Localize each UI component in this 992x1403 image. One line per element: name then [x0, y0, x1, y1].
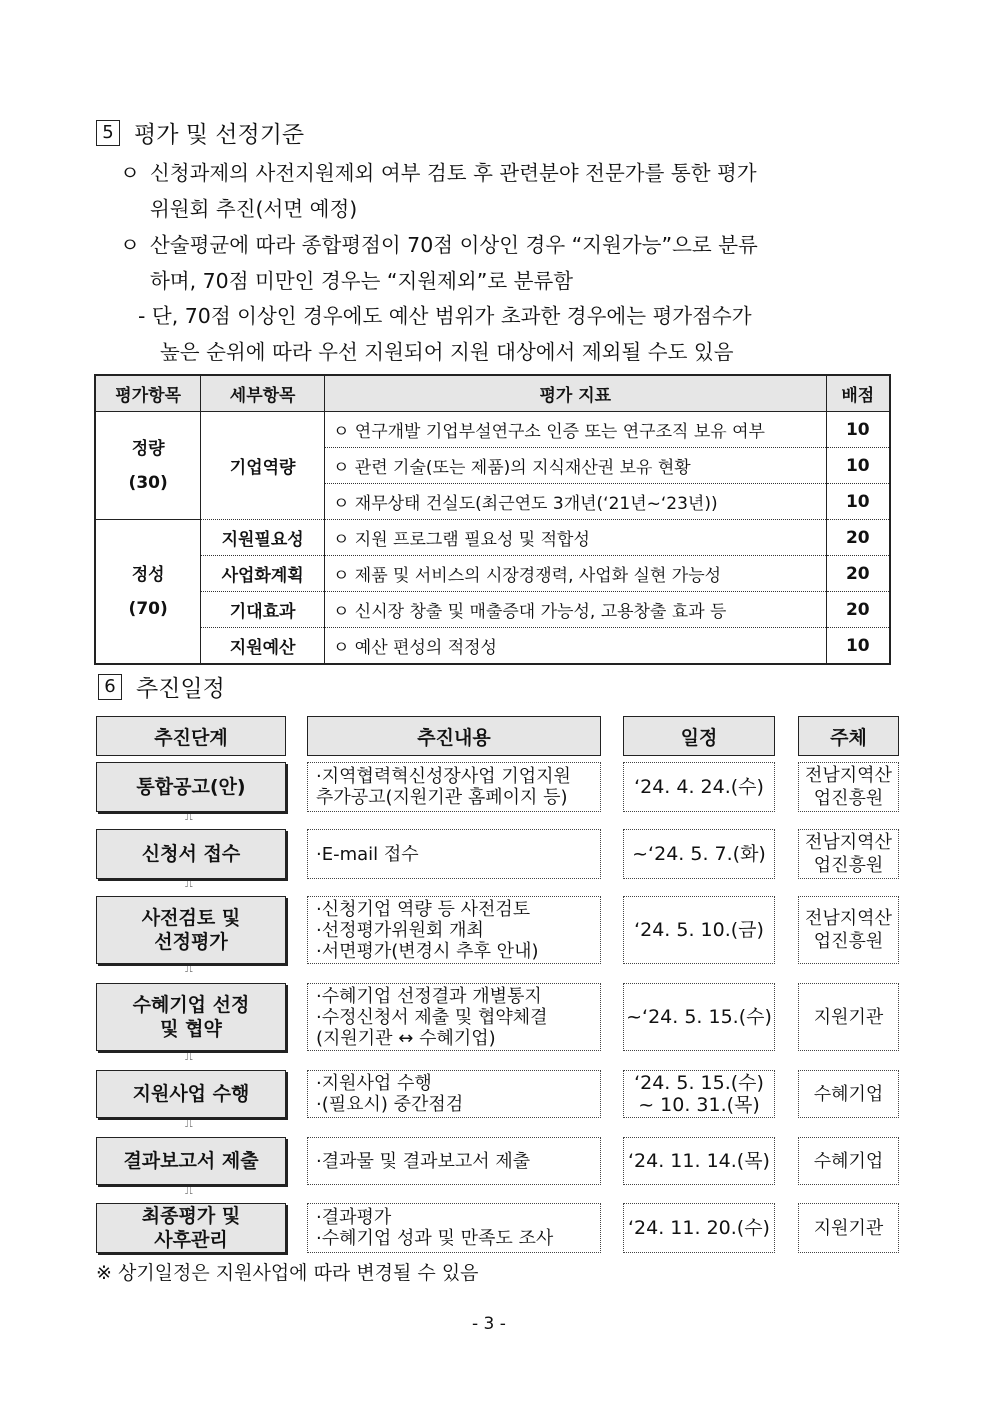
paragraph-line: 위원회 추진(서면 예정)	[150, 197, 358, 221]
owner-line: 전남지역산	[805, 832, 892, 853]
schedule-content	[307, 1137, 601, 1185]
schedule-date	[623, 1203, 775, 1253]
down-arrow-icon: ⎍	[185, 877, 193, 890]
paragraph-line: 산술평균에 따라 종합평점이 70점 이상인 경우 “지원가능”으로 분류	[150, 233, 758, 257]
content-line: ·수정신청서 제출 및 협약체결	[316, 1006, 548, 1028]
table-header-row	[95, 375, 890, 412]
content-line: 추가공고(지원기관 홈페이지 등)	[316, 787, 568, 808]
score-cell: 10	[826, 448, 890, 484]
schedule-content	[307, 762, 601, 812]
schedule-content	[307, 1070, 601, 1118]
schedule-owner	[798, 1203, 899, 1253]
criteria-paragraph-1	[120, 155, 900, 227]
schedule-date	[623, 762, 775, 812]
score-cell: 10	[826, 484, 890, 520]
score-cell: 20	[826, 520, 890, 556]
header-cell: 평가항목	[95, 375, 201, 412]
stage-line: 신청서 접수	[141, 843, 241, 865]
criteria-paragraph-3	[138, 298, 908, 370]
schedule-owner	[798, 983, 899, 1051]
schedule-header-content: 추진내용	[307, 716, 601, 756]
section-6-heading	[98, 670, 225, 703]
indicator-cell: ㅇ 연구개발 기업부설연구소 인증 또는 연구조직 보유 여부	[324, 412, 826, 448]
indicator-cell: ㅇ 예산 편성의 적정성	[324, 628, 826, 665]
down-arrow-icon: ⎍	[185, 962, 193, 975]
date-line: ‘24. 4. 24.(수)	[634, 776, 764, 798]
owner-line: 수혜기업	[813, 1083, 884, 1105]
down-arrow-icon: ⎍	[185, 1184, 193, 1197]
schedule-date	[623, 1070, 775, 1118]
content-line: ·수혜기업 선정결과 개별통지	[316, 985, 542, 1007]
schedule-owner	[798, 762, 899, 812]
schedule-stage	[96, 762, 286, 812]
date-line: ~ 10. 31.(목)	[638, 1094, 760, 1116]
content-line: ·(필요시) 중간점검	[316, 1094, 464, 1115]
category-name: 정량	[131, 438, 165, 459]
schedule-date	[623, 1137, 775, 1185]
content-line: ·서면평가(변경시 추후 안내)	[316, 940, 539, 962]
stage-line: 결과보고서 제출	[123, 1150, 259, 1172]
schedule-content	[307, 896, 601, 964]
schedule-stage	[96, 983, 286, 1051]
stage-line: 최종평가 및	[141, 1205, 241, 1227]
stage-line: 통합공고(안)	[136, 776, 246, 798]
content-line: ·선정평가위원회 개최	[316, 919, 484, 941]
content-line: ·E-mail 접수	[316, 843, 419, 865]
score-cell: 10	[826, 412, 890, 448]
content-line: ·수혜기업 성과 및 만족도 조사	[316, 1228, 554, 1249]
sub-item: 사업화계획	[201, 556, 325, 592]
indicator-cell: ㅇ 지원 프로그램 필요성 및 적합성	[324, 520, 826, 556]
owner-line: 업진흥원	[813, 931, 884, 952]
paragraph-line: 하며, 70점 미만인 경우는 “지원제외”로 분류함	[150, 269, 574, 293]
content-line: (지원기관 ↔ 수혜기업)	[316, 1027, 496, 1049]
down-arrow-icon: ⎍	[185, 810, 193, 823]
sub-item: 지원예산	[201, 628, 325, 665]
schedule-date	[623, 829, 775, 879]
owner-line: 전남지역산	[805, 765, 892, 786]
owner-line: 업진흥원	[813, 788, 884, 809]
table-row	[95, 520, 890, 556]
header-cell: 평가 지표	[324, 375, 826, 412]
score-cell: 10	[826, 628, 890, 665]
schedule-owner	[798, 896, 899, 964]
date-line: ‘24. 11. 20.(수)	[628, 1217, 770, 1239]
schedule-stage	[96, 1203, 286, 1253]
indicator-cell: ㅇ 신시장 창출 및 매출증대 가능성, 고용창출 효과 등	[324, 592, 826, 628]
stage-line: 선정평가	[154, 931, 228, 953]
owner-line: 지원기관	[813, 1217, 884, 1239]
date-line: ~‘24. 5. 7.(화)	[632, 843, 766, 865]
section-title: 추진일정	[136, 676, 225, 702]
stage-line: 수혜기업 선정	[132, 994, 250, 1016]
sub-item: 지원필요성	[201, 520, 325, 556]
schedule-content	[307, 983, 601, 1051]
down-arrow-icon: ⎍	[185, 1050, 193, 1063]
paragraph-line: 높은 순위에 따라 우선 지원되어 지원 대상에서 제외될 수도 있음	[160, 340, 734, 364]
section-title: 평가 및 선정기준	[134, 122, 305, 148]
schedule-owner	[798, 829, 899, 879]
bullet-mark: ㅇ	[120, 161, 140, 185]
date-line: ‘24. 5. 15.(수)	[634, 1072, 764, 1094]
category-name: 정성	[131, 564, 165, 585]
page-number: - 3 -	[472, 1314, 506, 1334]
date-line: ‘24. 11. 14.(목)	[628, 1150, 770, 1172]
table-row	[95, 556, 890, 592]
schedule-stage	[96, 896, 286, 964]
schedule-date	[623, 896, 775, 964]
content-line: ·지원사업 수행	[316, 1073, 432, 1094]
stage-line: 및 협약	[160, 1018, 222, 1040]
paragraph-line: 신청과제의 사전지원제외 여부 검토 후 관련분야 전문가를 통한 평가	[150, 161, 757, 185]
content-line: ·신청기업 역량 등 사전검토	[316, 898, 531, 920]
indicator-cell: ㅇ 관련 기술(또는 제품)의 지식재산권 보유 현황	[324, 448, 826, 484]
schedule-owner	[798, 1137, 899, 1185]
stage-line: 지원사업 수행	[132, 1083, 250, 1105]
category-qualitative	[95, 520, 201, 665]
indicator-cell: ㅇ 제품 및 서비스의 시장경쟁력, 사업화 실현 가능성	[324, 556, 826, 592]
schedule-header-date: 일정	[623, 716, 775, 756]
down-arrow-icon: ⎍	[185, 1117, 193, 1130]
schedule-note: ※ 상기일정은 지원사업에 따라 변경될 수 있음	[96, 1262, 479, 1284]
evaluation-table	[94, 374, 891, 665]
date-line: ‘24. 5. 10.(금)	[634, 919, 764, 941]
sub-item: 기업역량	[201, 412, 325, 520]
schedule-stage	[96, 1137, 286, 1185]
bullet-mark: ㅇ	[120, 233, 140, 257]
schedule-header-owner: 주체	[798, 716, 899, 756]
content-line: ·지역협력혁신성장사업 기업지원	[316, 766, 571, 787]
schedule-stage	[96, 1070, 286, 1118]
table-row	[95, 592, 890, 628]
stage-line: 사후관리	[154, 1229, 228, 1251]
header-cell: 배점	[826, 375, 890, 412]
category-quantitative	[95, 412, 201, 520]
schedule-content	[307, 1203, 601, 1253]
indicator-cell: ㅇ 재무상태 건실도(최근연도 3개년(‘21년~‘23년))	[324, 484, 826, 520]
owner-line: 업진흥원	[813, 855, 884, 876]
sub-item: 기대효과	[201, 592, 325, 628]
schedule-date	[623, 983, 775, 1051]
section-number: 5	[96, 120, 120, 146]
schedule-header-stage: 추진단계	[96, 716, 286, 756]
schedule-owner	[798, 1070, 899, 1118]
category-points: (70)	[128, 598, 168, 619]
score-cell: 20	[826, 556, 890, 592]
table-row	[95, 412, 890, 448]
table-row	[95, 628, 890, 665]
content-line: ·결과물 및 결과보고서 제출	[316, 1150, 531, 1172]
section-number: 6	[98, 674, 122, 700]
section-5-heading	[96, 116, 304, 149]
date-line: ~‘24. 5. 15.(수)	[626, 1006, 772, 1028]
header-cell: 세부항목	[201, 375, 325, 412]
schedule-content	[307, 829, 601, 879]
schedule-stage	[96, 829, 286, 879]
owner-line: 전남지역산	[805, 908, 892, 929]
paragraph-line: - 단, 70점 이상인 경우에도 예산 범위가 초과한 경우에는 평가점수가	[138, 304, 752, 328]
owner-line: 수혜기업	[813, 1150, 884, 1172]
criteria-paragraph-2	[120, 227, 900, 299]
content-line: ·결과평가	[316, 1207, 392, 1228]
category-points: (30)	[128, 472, 168, 493]
score-cell: 20	[826, 592, 890, 628]
stage-line: 사전검토 및	[141, 907, 241, 929]
owner-line: 지원기관	[813, 1006, 884, 1028]
